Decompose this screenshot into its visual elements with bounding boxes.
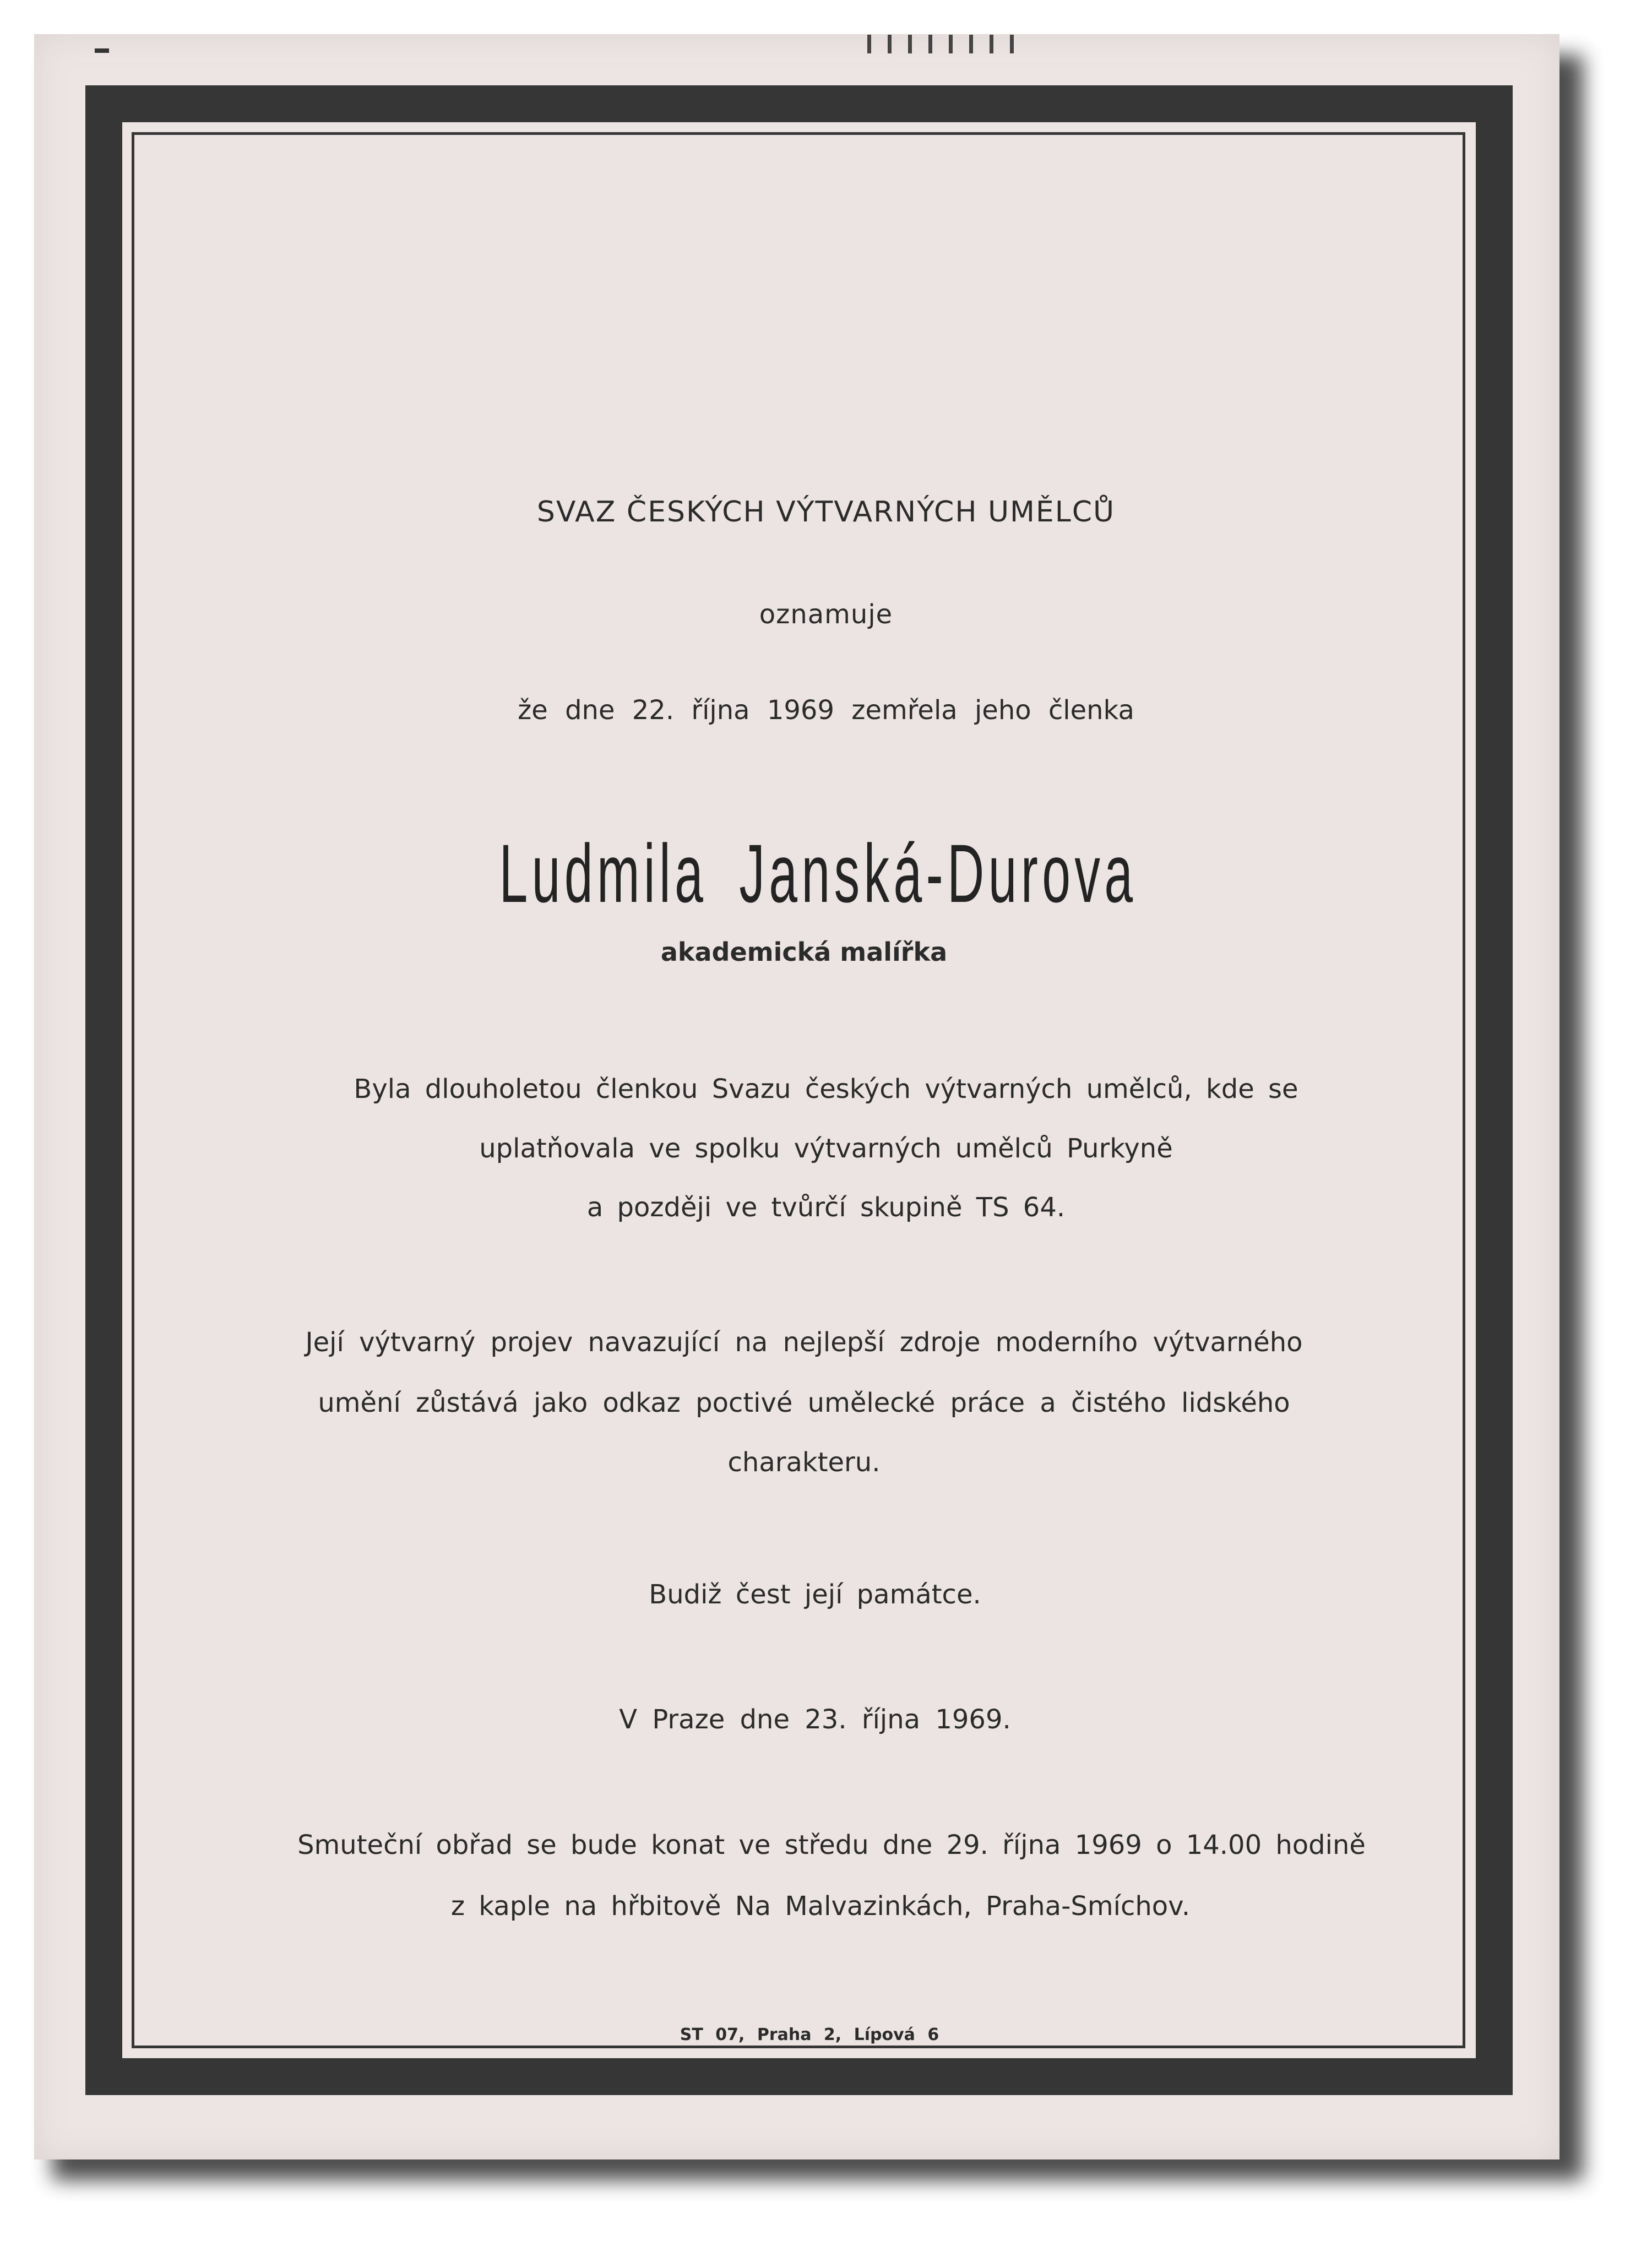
biography-line: uplatňovala ve spolku výtvarných umělců Purkyně xyxy=(479,1133,1173,1164)
edge-mark xyxy=(95,48,109,53)
honour-line: Budiž čest její památce. xyxy=(649,1579,981,1610)
death-notice-text: že dne 22. října 1969 zemřela jeho členka xyxy=(518,695,1134,726)
place-date-line: V Praze dne 23. října 1969. xyxy=(619,1704,1011,1735)
tribute-line: Její výtvarný projev navazující na nejlepší zdroje moderního výtvarného xyxy=(305,1327,1303,1358)
tribute-line: charakteru. xyxy=(727,1447,881,1478)
announces-text: oznamuje xyxy=(759,599,893,630)
biography-line: a později ve tvůrčí skupině TS 64. xyxy=(586,1192,1066,1223)
funeral-line: z kaple na hřbitově Na Malvazinkách, Praha-Smíchov. xyxy=(450,1891,1191,1922)
tribute-line: umění zůstává jako odkaz poctivé umělecké práce a čistého lidského xyxy=(318,1388,1290,1418)
deceased-title: akademická malířka xyxy=(660,937,948,967)
organization-heading: SVAZ ČESKÝCH VÝTVARNÝCH UMĚLCŮ xyxy=(536,496,1116,529)
funeral-line: Smuteční obřad se bude konat ve středu dne 29. října 1969 o 14.00 hodině xyxy=(297,1830,1366,1861)
printer-imprint: ST 07, Praha 2, Lípová 6 xyxy=(680,2025,939,2044)
deceased-name: Ludmila Janská-Durova xyxy=(499,827,1137,920)
edge-tick-marks xyxy=(867,35,1032,57)
biography-line: Byla dlouholetou členkou Svazu českých výtvarných umělců, kde se xyxy=(354,1074,1298,1105)
